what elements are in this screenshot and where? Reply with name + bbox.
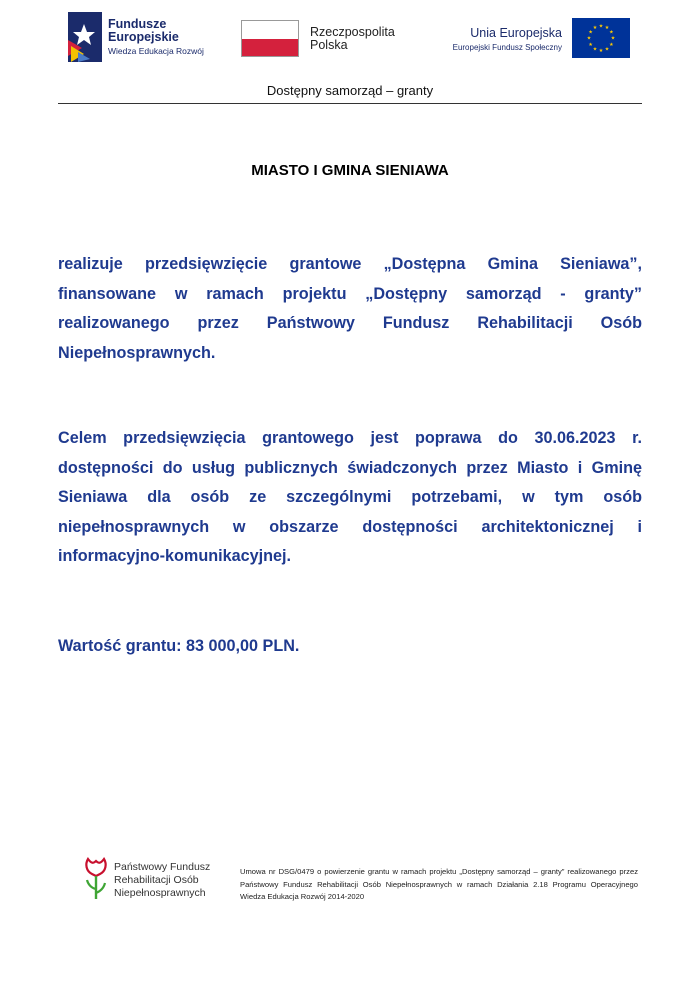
svg-text:★: ★ [592, 25, 598, 31]
svg-text:★: ★ [598, 47, 604, 54]
paragraph-goal: Celem przedsięwzięcia grantowego jest poprawa do 30.06.2023 r. dostępności do usług publicznych świadczonych przez Miasto i Gminę Sieniawa dla osób ze szczególnymi potrzebami, w tym osób niepełnosprawnych w obszarze dostępności architektonicznej i informacyjno-komunikacyjnej. [58, 429, 642, 566]
svg-text:★: ★ [609, 29, 614, 36]
svg-text:★: ★ [586, 35, 592, 42]
svg-text:★: ★ [604, 46, 610, 53]
fundusze-europejskie-icon [68, 12, 102, 62]
svg-text:★: ★ [604, 25, 610, 31]
fundusze-subtitle: Wiedza Edukacja Rozwój [108, 46, 204, 56]
rzeczpospolita-title: Rzeczpospolita Polska [310, 25, 395, 52]
logo-bar [0, 12, 700, 68]
pfron-tulip-icon [83, 855, 109, 901]
unia-subtitle: Europejski Fundusz Społeczny [452, 43, 562, 52]
footer-note: Umowa nr DSG/0479 o powierzenie grantu w ramach projektu „Dostępny samorząd – granty” realizowanego przez Państwowy Fundusz Rehabilitacji Osób Niepełnosprawnych w ramach Działania 2.18 Programu Operacyjnego Wiedza Edukacja Rozwój 2014-2020 [240, 867, 638, 901]
unia-title: Unia Europejska [470, 26, 562, 40]
eu-flag-icon [572, 18, 630, 58]
svg-text:★: ★ [588, 29, 593, 36]
svg-text:★: ★ [609, 41, 614, 48]
header-divider [58, 103, 642, 104]
svg-text:★: ★ [588, 41, 593, 48]
paragraph-project: realizuje przedsięwzięcie grantowe „Dostępna Gmina Sieniawa”, finansowane w ramach projektu „Dostępny samorząd - granty” realizowanego przez Państwowy Fundusz Rehabilitacji Osób Niepełnosprawnych. [58, 255, 642, 362]
fundusze-europejskie-logo [68, 12, 228, 64]
pfron-name: Państwowy Fundusz Rehabilitacji Osób Niepełnosprawnych [114, 861, 211, 899]
svg-text:★: ★ [598, 23, 604, 30]
page-title: MIASTO I GMINA SIENIAWA [251, 162, 449, 179]
fundusze-title: Fundusze Europejskie [108, 17, 179, 44]
paragraph-grant-value: Wartość grantu: 83 000,00 PLN. [58, 637, 300, 655]
pfron-logo [83, 855, 223, 903]
running-header: Dostępny samorząd – granty [266, 83, 434, 98]
polish-flag-icon [241, 20, 299, 57]
unia-europejska-logo [438, 12, 630, 64]
svg-text:★: ★ [592, 46, 598, 53]
svg-text:★: ★ [610, 35, 616, 42]
rzeczpospolita-logo [241, 12, 416, 64]
